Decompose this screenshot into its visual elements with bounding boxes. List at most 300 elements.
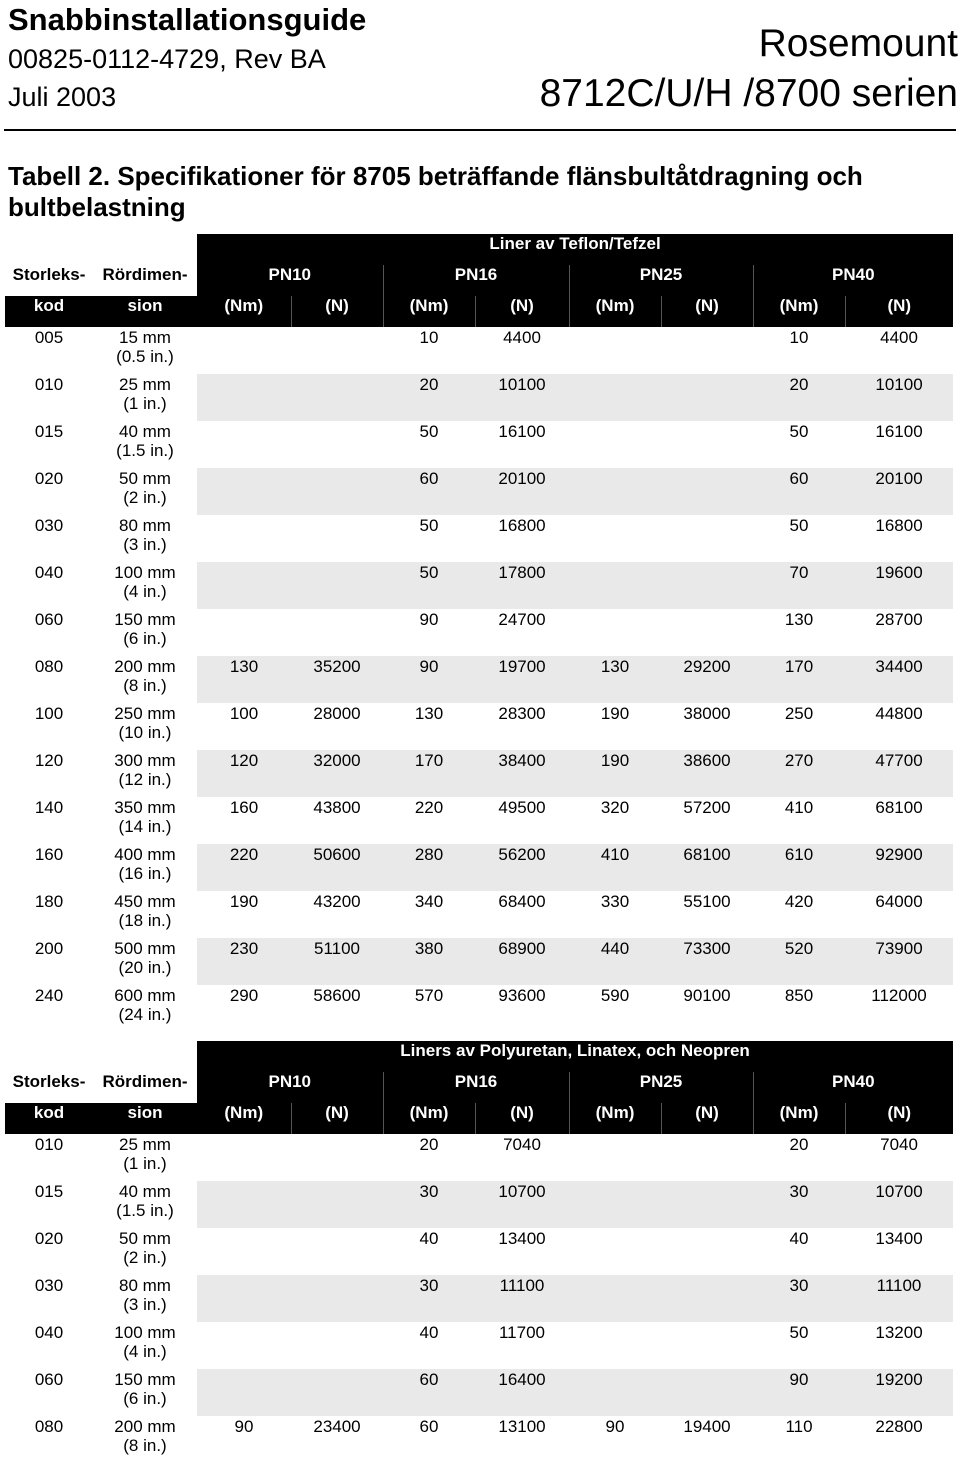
pipe-size-inch: (14 in.): [118, 817, 172, 836]
pn10-torque: 160: [229, 798, 259, 817]
pn40-torque: 250: [784, 704, 814, 723]
pn40-torque: 30: [753, 1275, 845, 1322]
pn16-torque: 20: [419, 1135, 439, 1154]
pn10-load: [291, 515, 383, 562]
table-row: [5, 609, 953, 656]
pn25-load: [661, 374, 753, 421]
document-date: Juli 2003: [8, 82, 117, 112]
pn10-torque: [197, 1228, 291, 1275]
header-divider: [4, 129, 956, 131]
pn40-torque: 20: [789, 1135, 809, 1154]
pipe-size-mm: 40 mm: [119, 422, 171, 441]
pn16-load: 68900: [475, 938, 569, 985]
pipe-size-inch: (0.5 in.): [116, 347, 174, 366]
table-row: [5, 1275, 953, 1322]
pn25-torque: 130: [569, 656, 661, 703]
pn16-torque: 30: [383, 1181, 475, 1228]
table-caption: Tabell 2. Specifikationer för 8705 beträffande flänsbultåtdragning och bultbelastning: [8, 161, 863, 222]
size-code: 010: [5, 374, 93, 421]
unit-n: (N): [845, 1103, 953, 1134]
pipe-size: [93, 1134, 197, 1181]
pn25-load: [661, 1134, 753, 1181]
table-row: [5, 656, 953, 703]
size-code: 020: [5, 468, 93, 515]
table-row: [5, 374, 953, 421]
table-row: [5, 468, 953, 515]
pn40-torque: 30: [753, 1181, 845, 1228]
pipe-size-mm: 100 mm: [114, 563, 176, 582]
pipe-size-inch: (10 in.): [118, 723, 172, 742]
size-code: 080: [5, 656, 93, 703]
size-code: 060: [5, 609, 93, 656]
pn25-torque: [569, 1322, 661, 1369]
unit-nm: (Nm): [383, 296, 475, 327]
pn10-torque: [197, 327, 291, 374]
pn40-torque: 410: [784, 798, 814, 817]
pipe-size-mm: 300 mm: [114, 751, 176, 770]
table-row: [5, 1228, 953, 1275]
pn16-load: 16100: [498, 422, 546, 441]
size-code: 120: [5, 750, 93, 797]
pn10-torque: [197, 562, 291, 609]
table-row: [5, 515, 953, 562]
pipe-size-inch: (1 in.): [123, 1154, 167, 1173]
table-row: [5, 797, 953, 844]
pn25-load: 73300: [661, 938, 753, 985]
size-code: 030: [5, 1275, 93, 1322]
pipe-size: [93, 1228, 197, 1275]
pn16-torque: 10: [419, 328, 439, 347]
pn40-torque: 170: [753, 656, 845, 703]
pn16-load: 17800: [475, 562, 569, 609]
size-code: 100: [5, 703, 93, 750]
size-code: 200: [5, 938, 93, 985]
pn25-load: 38600: [661, 750, 753, 797]
pipe-size-inch: (2 in.): [123, 488, 167, 507]
pn25-load: [661, 1228, 753, 1275]
pn10-torque: [197, 421, 291, 468]
pn40-header: PN40: [753, 265, 953, 296]
pn16-load: 13400: [498, 1229, 546, 1248]
pn25-load: 57200: [683, 798, 731, 817]
size-code: 040: [5, 562, 93, 609]
pn40-load: 4400: [880, 328, 918, 347]
pn16-torque: 380: [383, 938, 475, 985]
pipe-size-inch: (1 in.): [123, 394, 167, 413]
size-code: 140: [5, 797, 93, 844]
pn10-torque: 290: [229, 986, 259, 1005]
unit-n: (N): [661, 1103, 753, 1134]
pn40-load: 10700: [845, 1181, 953, 1228]
pn40-torque: 850: [784, 986, 814, 1005]
unit-nm: (Nm): [753, 296, 845, 327]
pn10-torque: [197, 609, 291, 656]
pipe-size-mm: 250 mm: [114, 704, 176, 723]
pipe-size-mm: 25 mm: [119, 1135, 171, 1154]
pn40-torque: 420: [784, 892, 814, 911]
size-code: 080: [5, 1416, 93, 1463]
pipe-size: [93, 421, 197, 468]
pn25-header: PN25: [569, 1072, 753, 1103]
unit-nm: (Nm): [197, 1103, 291, 1134]
page-header: [0, 0, 960, 132]
pipe-size-mm: 25 mm: [119, 375, 171, 394]
pn10-torque: 120: [197, 750, 291, 797]
pipe-size-inch: (1.5 in.): [116, 441, 174, 460]
pn16-torque: 40: [419, 1229, 439, 1248]
pn16-load: 7040: [503, 1135, 541, 1154]
table-row: [5, 327, 953, 374]
pn40-load: 7040: [880, 1135, 918, 1154]
pn16-torque: 130: [414, 704, 444, 723]
pn10-load: [291, 1228, 383, 1275]
polyurethane-linatex-neoprene-table: [5, 1041, 953, 1463]
guide-title: Snabbinstallationsguide: [8, 2, 367, 37]
pn40-torque: 60: [753, 468, 845, 515]
unit-n: (N): [475, 296, 569, 327]
pipe-size-inch: (4 in.): [123, 582, 167, 601]
pipe-size-inch: (3 in.): [123, 1295, 167, 1314]
pn40-torque: 610: [753, 844, 845, 891]
pn10-load: [291, 562, 383, 609]
pipe-size-inch: (2 in.): [123, 1248, 167, 1267]
pipe-size-mm: 100 mm: [114, 1323, 176, 1342]
size-code: 040: [5, 1322, 93, 1369]
pipe-size-mm: 50 mm: [119, 469, 171, 488]
pipe-size: [93, 750, 197, 797]
pipe-size-mm: 150 mm: [114, 610, 176, 629]
pn25-torque: [569, 609, 661, 656]
pn25-torque: [569, 327, 661, 374]
pn10-torque: [197, 1369, 291, 1416]
pn40-torque: 520: [753, 938, 845, 985]
pipe-size-inch: (8 in.): [123, 1436, 167, 1455]
size-code: 160: [5, 844, 93, 891]
pipe-size: [93, 1369, 197, 1416]
pn10-torque: [197, 1134, 291, 1181]
pipe-size-mm: 500 mm: [114, 939, 176, 958]
table-row: [5, 985, 953, 1032]
pn10-load: [291, 1134, 383, 1181]
pn10-load: 35200: [291, 656, 383, 703]
pn16-load: 24700: [498, 610, 546, 629]
pn16-torque: 570: [414, 986, 444, 1005]
pn40-torque: 10: [789, 328, 809, 347]
pn25-torque: 590: [600, 986, 630, 1005]
pn25-load: 19400: [683, 1417, 731, 1436]
pn10-load: [291, 421, 383, 468]
teflon-tefzel-table: [5, 234, 953, 1032]
pn40-torque: 20: [753, 374, 845, 421]
pn16-load: 19700: [475, 656, 569, 703]
pn40-load: 20100: [845, 468, 953, 515]
pipe-size-mm: 350 mm: [114, 798, 176, 817]
table-row: [5, 1416, 953, 1463]
table-row: [5, 938, 953, 985]
pn25-torque: [569, 562, 661, 609]
liner-heading: Liners av Polyuretan, Linatex, och Neopren: [197, 1041, 953, 1072]
size-code-header-2: kod: [5, 1103, 93, 1134]
size-code: 240: [5, 985, 93, 1032]
pipe-size-header: Rördimen-: [102, 1072, 188, 1091]
pn10-header: PN10: [197, 1072, 383, 1103]
pipe-size: [93, 938, 197, 985]
pipe-size-inch: (12 in.): [118, 770, 172, 789]
table-row: [5, 844, 953, 891]
pn40-load: 16100: [875, 422, 923, 441]
size-code: 060: [5, 1369, 93, 1416]
pn16-torque: 60: [419, 1417, 439, 1436]
pn16-torque: 50: [383, 562, 475, 609]
pn25-torque: 320: [600, 798, 630, 817]
pn16-torque: 340: [414, 892, 444, 911]
pn25-torque: [569, 468, 661, 515]
pipe-size: [93, 797, 197, 844]
size-code: 015: [5, 1181, 93, 1228]
pipe-size: [93, 562, 197, 609]
table-row: [5, 1134, 953, 1181]
pn10-load: 43800: [313, 798, 361, 817]
pn16-torque: 90: [419, 610, 439, 629]
size-code: 020: [5, 1228, 93, 1275]
pn10-load: [291, 468, 383, 515]
pn25-load: 68100: [661, 844, 753, 891]
unit-nm: (Nm): [753, 1103, 845, 1134]
pn25-load: [661, 1369, 753, 1416]
pn10-torque: 190: [229, 892, 259, 911]
pn40-load: 64000: [875, 892, 923, 911]
pipe-size-mm: 50 mm: [119, 1229, 171, 1248]
pn16-torque: 60: [383, 468, 475, 515]
pn16-torque: 50: [419, 422, 439, 441]
pn25-load: [661, 1181, 753, 1228]
pipe-size: [93, 1416, 197, 1463]
pn16-torque: 20: [383, 374, 475, 421]
pn25-torque: 190: [569, 750, 661, 797]
table-row: [5, 703, 953, 750]
pn16-load: 93600: [498, 986, 546, 1005]
product-series: 8712C/U/H /8700 serien: [539, 72, 958, 115]
pn40-load: 68100: [875, 798, 923, 817]
pn16-load: 56200: [475, 844, 569, 891]
pipe-size-inch: (4 in.): [123, 1342, 167, 1361]
pn10-load: [291, 1369, 383, 1416]
pn16-load: 13100: [498, 1417, 546, 1436]
pipe-size-mm: 450 mm: [114, 892, 176, 911]
pn25-torque: 440: [569, 938, 661, 985]
table-row: [5, 1181, 953, 1228]
pipe-size: [93, 468, 197, 515]
pn25-load: [661, 327, 753, 374]
pn25-load: [661, 562, 753, 609]
table-row: [5, 562, 953, 609]
pn16-load: 4400: [503, 328, 541, 347]
pipe-size: [93, 374, 197, 421]
pn10-load: [291, 1275, 383, 1322]
pn40-load: 19200: [845, 1369, 953, 1416]
pn25-torque: [569, 421, 661, 468]
pn25-torque: [569, 515, 661, 562]
pn10-load: 50600: [291, 844, 383, 891]
pn16-torque: 170: [383, 750, 475, 797]
pn40-torque: 90: [753, 1369, 845, 1416]
pn10-load: 32000: [291, 750, 383, 797]
pipe-size-mm: 80 mm: [119, 516, 171, 535]
pn40-load: 34400: [845, 656, 953, 703]
size-code: 010: [5, 1134, 93, 1181]
pn25-load: [661, 468, 753, 515]
pn10-load: [291, 1322, 383, 1369]
pn40-torque: 110: [785, 1417, 813, 1436]
pipe-size: [93, 1322, 197, 1369]
pn16-load: 16400: [475, 1369, 569, 1416]
pipe-size-inch: (3 in.): [123, 535, 167, 554]
pn10-torque: [197, 1322, 291, 1369]
pn16-load: 11700: [498, 1323, 545, 1342]
pn40-load: 13200: [875, 1323, 923, 1342]
pipe-size-inch: (6 in.): [123, 1389, 167, 1408]
table-row: [5, 750, 953, 797]
pn10-torque: 220: [197, 844, 291, 891]
pn10-torque: 100: [229, 704, 259, 723]
pn25-load: [661, 609, 753, 656]
pipe-size-mm: 80 mm: [119, 1276, 171, 1295]
pn10-torque: 90: [234, 1417, 254, 1436]
size-code-header: Storleks-: [12, 265, 86, 284]
pn25-torque: 410: [569, 844, 661, 891]
pipe-size-inch: (6 in.): [123, 629, 167, 648]
size-code-header: Storleks-: [12, 1072, 86, 1091]
pn10-load: [291, 1181, 383, 1228]
liner-heading: Liner av Teflon/Tefzel: [197, 234, 953, 265]
pipe-size-mm: 150 mm: [114, 1370, 176, 1389]
pn40-load: 28700: [875, 610, 923, 629]
pn16-load: 20100: [475, 468, 569, 515]
pn25-load: 90100: [683, 986, 731, 1005]
size-code: 180: [5, 891, 93, 938]
pn10-header: PN10: [197, 265, 383, 296]
pn10-torque: [197, 1275, 291, 1322]
pn10-load: [291, 374, 383, 421]
pipe-size-mm: 40 mm: [119, 1182, 171, 1201]
pn40-load: 47700: [845, 750, 953, 797]
pipe-size-mm: 15 mm: [119, 328, 171, 347]
pn10-torque: 130: [197, 656, 291, 703]
pipe-size-mm: 200 mm: [114, 657, 176, 676]
pn25-torque: [569, 1369, 661, 1416]
pn16-torque: 90: [383, 656, 475, 703]
pn16-torque: 40: [419, 1323, 439, 1342]
pn16-header: PN16: [383, 265, 569, 296]
pn16-torque: 30: [383, 1275, 475, 1322]
pipe-size-header-2: sion: [93, 1103, 197, 1134]
pn40-header: PN40: [753, 1072, 953, 1103]
table-row: [5, 1322, 953, 1369]
pn16-load: 68400: [498, 892, 546, 911]
pipe-size-inch: (1.5 in.): [116, 1201, 174, 1220]
unit-nm: (Nm): [569, 1103, 661, 1134]
pn16-load: 38400: [475, 750, 569, 797]
pn16-load: 10100: [475, 374, 569, 421]
pn25-load: [661, 515, 753, 562]
brand-name: Rosemount: [758, 22, 958, 65]
pipe-size: [93, 1181, 197, 1228]
pipe-size-inch: (8 in.): [123, 676, 167, 695]
pipe-size: [93, 985, 197, 1032]
pn16-torque: 280: [383, 844, 475, 891]
pn25-load: 38000: [683, 704, 731, 723]
unit-n: (N): [845, 296, 953, 327]
unit-n: (N): [291, 296, 383, 327]
pn40-load: 44800: [875, 704, 923, 723]
pn16-torque: 50: [419, 516, 439, 535]
pn25-load: 55100: [683, 892, 731, 911]
pn40-load: 112000: [871, 986, 927, 1005]
pn25-load: [661, 421, 753, 468]
pn40-load: 16800: [875, 516, 923, 535]
pn10-load: 51100: [291, 938, 383, 985]
pn10-load: 23400: [313, 1417, 361, 1436]
unit-nm: (Nm): [383, 1103, 475, 1134]
pn25-torque: [569, 1134, 661, 1181]
pn25-load: [661, 1275, 753, 1322]
pn40-torque: 50: [789, 422, 809, 441]
table-row: [5, 891, 953, 938]
pn40-load: 19600: [845, 562, 953, 609]
unit-n: (N): [291, 1103, 383, 1134]
pn16-torque: 60: [383, 1369, 475, 1416]
pn40-load: 73900: [845, 938, 953, 985]
pn25-torque: 190: [600, 704, 630, 723]
pn16-header: PN16: [383, 1072, 569, 1103]
unit-nm: (Nm): [197, 296, 291, 327]
pipe-size-mm: 200 mm: [114, 1417, 176, 1436]
pn40-torque: 50: [789, 1323, 809, 1342]
pn40-load: 11100: [845, 1275, 953, 1322]
pipe-size-inch: (24 in.): [118, 1005, 172, 1024]
pn40-torque: 70: [753, 562, 845, 609]
pn10-torque: [197, 515, 291, 562]
size-code: 005: [5, 327, 93, 374]
pipe-size: [93, 656, 197, 703]
size-code: 015: [5, 421, 93, 468]
pipe-size-header: Rördimen-: [102, 265, 188, 284]
pn25-torque: 330: [600, 892, 630, 911]
size-code: 030: [5, 515, 93, 562]
pn10-load: 58600: [313, 986, 361, 1005]
table-row: [5, 1369, 953, 1416]
unit-n: (N): [475, 1103, 569, 1134]
pipe-size-inch: (20 in.): [118, 958, 172, 977]
document-number: 00825-0112-4729, Rev BA: [8, 44, 326, 74]
pn25-torque: [569, 1228, 661, 1275]
pipe-size-mm: 400 mm: [114, 845, 176, 864]
pn25-load: [661, 1322, 753, 1369]
unit-n: (N): [661, 296, 753, 327]
pn25-header: PN25: [569, 265, 753, 296]
corner-blank: [5, 1041, 197, 1072]
pipe-size: [93, 891, 197, 938]
pn25-torque: [569, 1181, 661, 1228]
pn40-torque: 130: [784, 610, 814, 629]
pipe-size-header-2: sion: [93, 296, 197, 327]
pipe-size: [93, 327, 197, 374]
pn25-load: 29200: [661, 656, 753, 703]
pn40-load: 13400: [875, 1229, 923, 1248]
pn40-torque: 50: [789, 516, 809, 535]
pn10-load: [291, 609, 383, 656]
pn40-torque: 40: [789, 1229, 809, 1248]
